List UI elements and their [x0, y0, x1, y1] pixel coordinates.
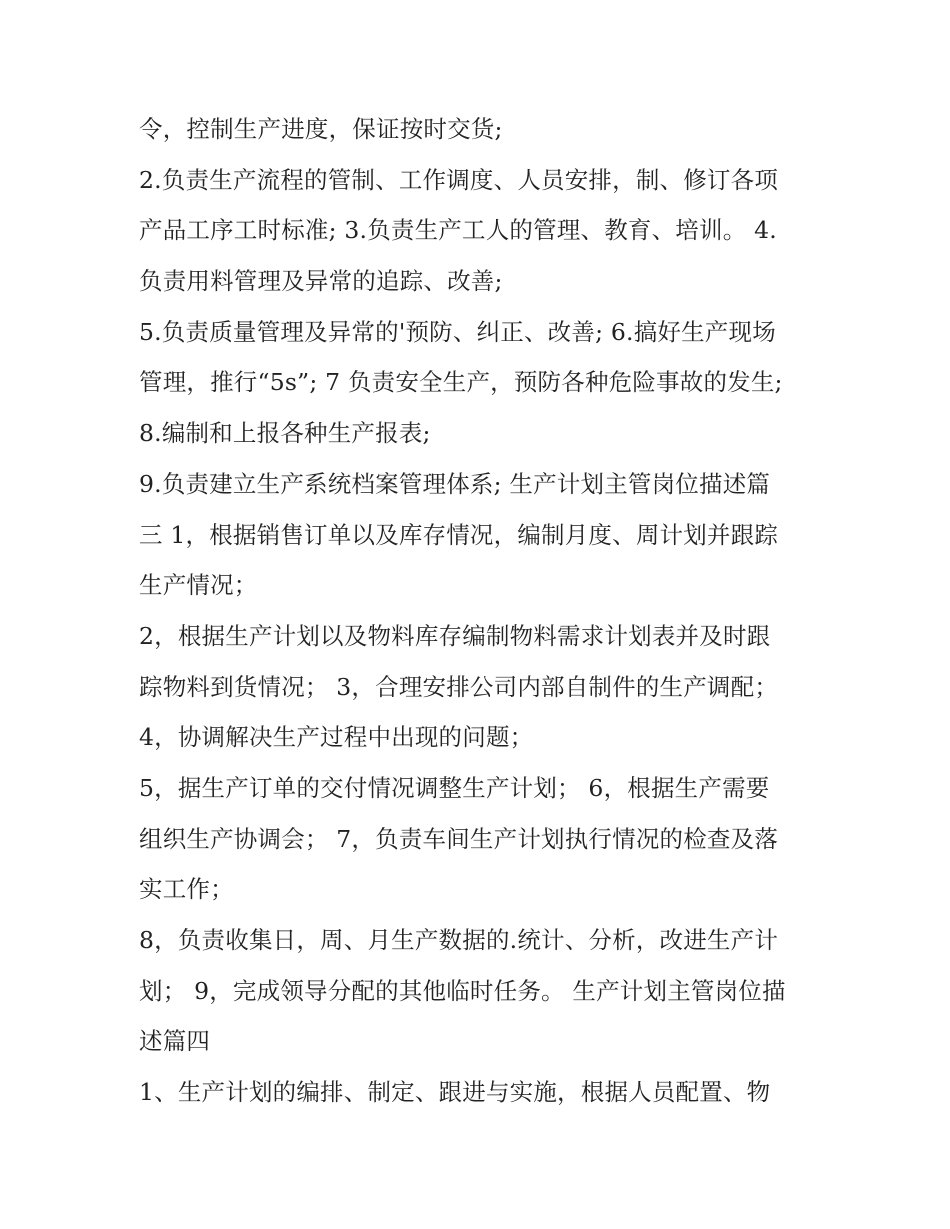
- text-line: 负责用料管理及异常的追踪、改善;: [139, 267, 503, 296]
- text-line: 2.负责生产流程的管制、工作调度、人员安排，制、修订各项: [139, 165, 779, 194]
- text-line: 实工作；: [139, 875, 234, 904]
- text-line: 2，根据生产计划以及物料库存编制物料需求计划表并及时跟: [139, 621, 771, 650]
- text-line: 5.负责质量管理及异常的'预防、纠正、改善; 6.搞好生产现场: [139, 317, 776, 346]
- text-line: 8，负责收集日，周、月生产数据的.统计、分析，改进生产计: [139, 926, 779, 954]
- text-line: 踪物料到货情况； 3，合理安排公司内部自制件的生产调配；: [139, 672, 779, 701]
- text-line: 述篇四: [139, 1027, 211, 1056]
- document-body: [139, 104, 829, 1118]
- text-line: 组织生产协调会； 7，负责车间生产计划执行情况的检查及落: [139, 824, 779, 853]
- text-line: 管理，推行“5s”; 7 负责安全生产，预防各种危险事故的发生;: [139, 368, 783, 397]
- text-line: 令，控制生产进度，保证按时交货;: [139, 115, 503, 143]
- text-line: 产品工序工时标准; 3.负责生产工人的管理、教育、培训。 4.: [139, 216, 777, 245]
- text-line: 5，据生产订单的交付情况调整生产计划； 6，根据生产需要: [139, 773, 770, 802]
- text-line: 生产情况；: [139, 571, 258, 600]
- text-line: 9.负责建立生产系统档案管理体系; 生产计划主管岗位描述篇: [139, 469, 771, 498]
- text-line: 4，协调解决生产过程中出现的问题；: [139, 723, 534, 752]
- text-line: 8.编制和上报各种生产报表;: [139, 419, 431, 448]
- text-line: 三 1，根据销售订单以及库存情况，编制月度、周计划并跟踪: [139, 520, 779, 549]
- text-line: 1、生产计划的编排、制定、跟进与实施，根据人员配置、物: [139, 1078, 771, 1107]
- text-line: 划； 9，完成领导分配的其他临时任务。 生产计划主管岗位描: [139, 976, 786, 1005]
